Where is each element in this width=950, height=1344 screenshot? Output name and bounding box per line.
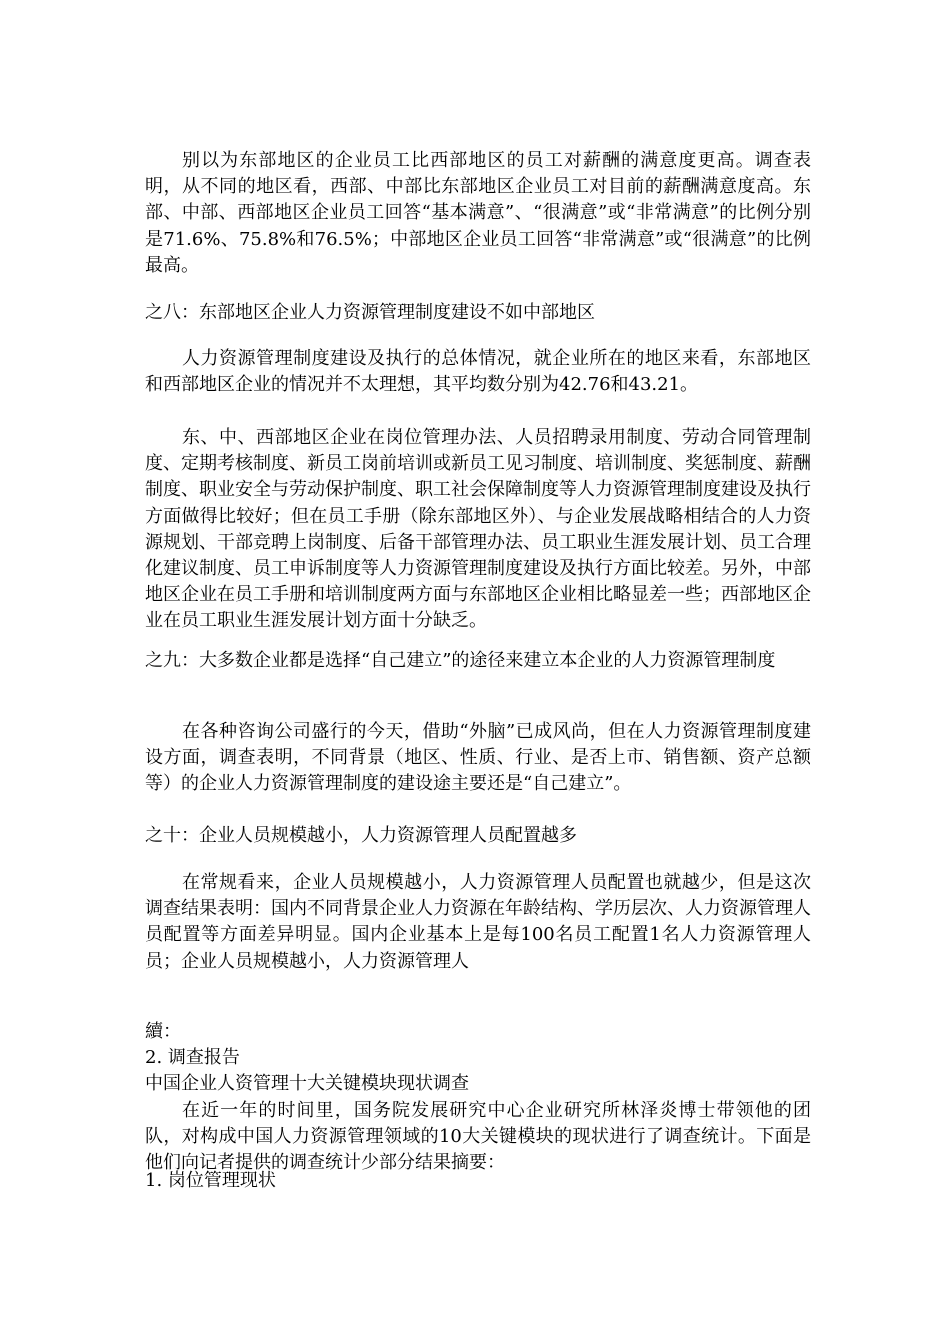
body-text: 东、中、西部地区企业在岗位管理办法、人员招聘录用制度、劳动合同管理制度、定期考核制度、新员工岗前培训或新员工见习制度、培训制度、奖惩制度、薪酬制度、职业安全与劳动保护制度、职工社会保障制度等人力资源管理制度建设及执行方面做得比较好；但在员工手册（除东部地区外）、与企业发展战略相结合的人力资源规划、干部竞聘上岗制度、后备干部管理办法、员工职业生涯发展计划、员工合理化建议制度、员工申诉制度等人力资源管理制度建设及执行方面比较差。另外，中部地区企业在员工手册和培训制度两方面与东部地区企业相比略显差一些；西部地区企业在员工职业生涯发展计划方面十分缺乏。 [145,427,811,632]
heading-text: 之八：东部地区企业人力资源管理制度建设不如中部地区 [145,302,595,323]
section-number-heading: 2. 调查报告 [145,1047,240,1069]
paragraph-regional-salary-satisfaction [145,148,811,279]
heading-text: 之十：企业人员规模越小，人力资源管理人员配置越多 [145,825,577,846]
body-text: 人力资源管理制度建设及执行的总体情况，就企业所在的地区来看，东部地区和西部地区企业的情况并不太理想，其平均数分别为42.76和43.21。 [145,348,811,396]
list-item-1 [145,1168,811,1194]
body-text: 在近一年的时间里，国务院发展研究中心企业研究所林泽炎博士带领他的团队，对构成中国人力资源管理领域的10大关键模块的现状进行了调查统计。下面是他们向记者提供的调查统计少部分结果摘要： [145,1099,811,1174]
section-heading-9 [145,648,811,674]
section-heading-10 [145,823,811,849]
paragraph-hr-system-details [145,425,811,635]
continuation-block [145,1019,811,1176]
body-text: 在各种咨询公司盛行的今天，借助“外脑”已成风尚，但在人力资源管理制度建设方面，调查表明，不同背景（地区、性质、行业、是否上市、销售额、资产总额等）的企业人力资源管理制度的建设途主要还是“自己建立”。 [145,721,811,795]
report-title: 中国企业人资管理十大关键模块现状调查 [145,1073,469,1095]
body-text: 在常规看来，企业人员规模越小，人力资源管理人员配置也就越少，但是这次调查结果表明：国内不同背景企业人力资源在年龄结构、学历层次、人力资源管理人员配置等方面差异明显。国内企业基本上是每100名员工配置1名人力资源管理人员；企业人员规模越小，人力资源管理人 [145,872,811,972]
section-heading-8 [145,300,811,326]
paragraph-staffing-ratio [145,870,811,975]
list-item-text: 1. 岗位管理现状 [145,1170,276,1191]
continued-label: 續： [145,1021,181,1042]
heading-text: 之九：大多数企业都是选择“自己建立”的途径来建立本企业的人力资源管理制度 [145,650,776,671]
paragraph-hr-system-overview [145,346,811,398]
body-text: 别以为东部地区的企业员工比西部地区的员工对薪酬的满意度更高。调查表明，从不同的地区看，西部、中部比东部地区企业员工对目前的薪酬满意度高。东部、中部、西部地区企业员工回答“基本满意”、“很满意”或“非常满意”的比例分别是71.6%、75.8%和76.5%；中部地区企业员工回答“非常满意”或“很满意”的比例最高。 [145,150,811,276]
paragraph-self-built-systems [145,719,811,798]
